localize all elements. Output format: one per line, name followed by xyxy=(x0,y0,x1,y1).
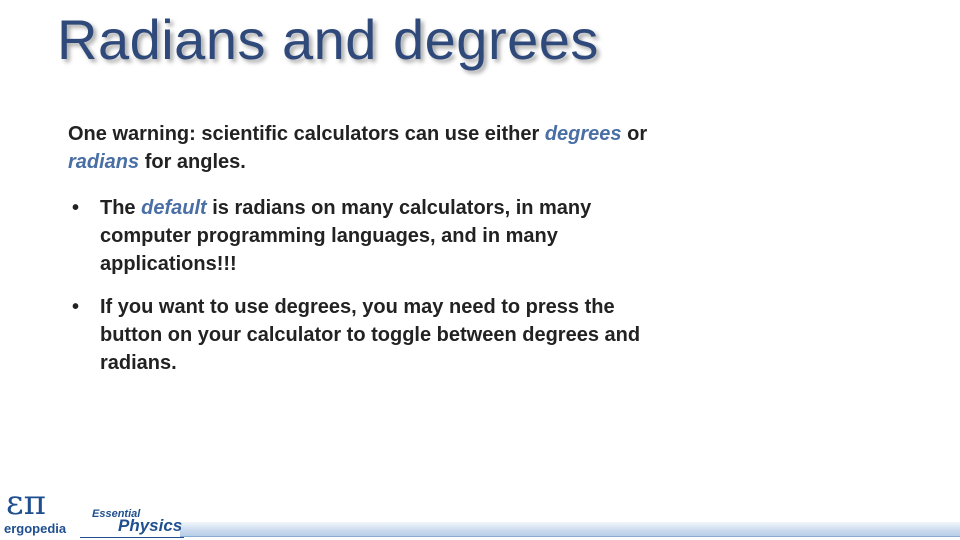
slide-body xyxy=(68,120,668,392)
bullet-text: If you want to use degrees, you may need to press the button on your calculator to toggle between degrees and radians. xyxy=(100,296,641,374)
intro-emphasis-radians: radians xyxy=(68,151,140,173)
intro-text-2: or xyxy=(621,123,648,145)
slide-footer xyxy=(0,480,960,540)
bullet-marker: • xyxy=(72,197,80,219)
bullet-list xyxy=(68,194,668,377)
intro-emphasis-degrees: degrees xyxy=(544,123,622,145)
bullet-marker: • xyxy=(72,296,80,318)
ergopedia-wordmark: ergopedia xyxy=(4,521,67,536)
intro-paragraph xyxy=(68,120,668,176)
essential-physics-brand-bottom: Physics xyxy=(118,516,183,535)
bullet-item xyxy=(68,194,668,278)
bullet-text-pre: The xyxy=(100,197,142,219)
slide-title: Radians and degrees xyxy=(57,8,599,71)
footer-divider xyxy=(180,536,960,537)
brand-underline xyxy=(80,537,184,538)
essential-physics-brand-top: Essential xyxy=(92,508,141,520)
footer-gradient-band xyxy=(180,522,960,536)
bullet-item xyxy=(68,293,668,377)
intro-text-1: One warning: scientific calculators can use either xyxy=(68,123,545,145)
ergopedia-logo-icon: επ xyxy=(6,483,46,523)
bullet-emphasis-default: default xyxy=(141,197,207,219)
intro-text-3: for angles. xyxy=(139,151,246,173)
bullet-text-post: is radians on many calculators, in many computer programming languages, and in many applications!!! xyxy=(100,197,592,275)
